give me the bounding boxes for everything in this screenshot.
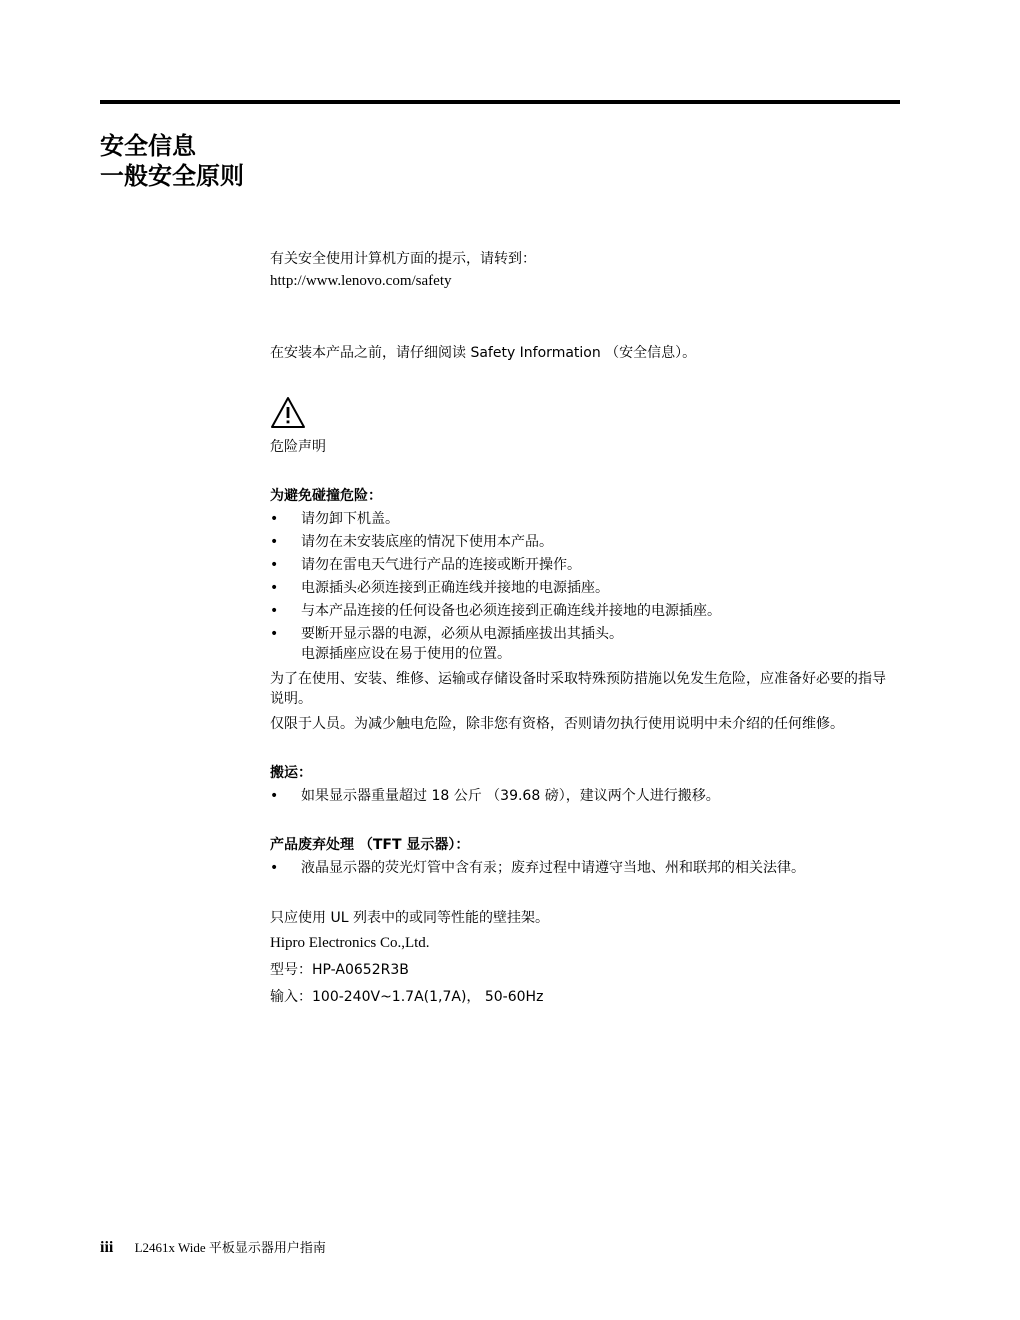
ul-mount-note: 只应使用 UL 列表中的或同等性能的壁挂架。 [270,910,549,926]
model-number: 型号：HP-A0652R3B [270,962,409,978]
document-title: L2461x Wide 平板显示器用户指南 [134,1240,326,1255]
collision-list [270,509,895,664]
precaution-paragraph: 为了在使用、安装、维修、运输或存储设备时采取特殊预防措施以免发生危险，应准备好必要的指导说明。 [270,671,886,707]
list-item: • 请勿卸下机盖。 [270,509,895,529]
input-rating: 输入：100-240V~1.7A(1,7A)， 50-60Hz [270,989,544,1005]
list-item-line-1: • 要断开显示器的电源，必须从电源插座拔出其插头。 [301,626,623,642]
list-item-line-2: 电源插座应设在易于使用的位置。 [301,646,511,662]
moving-heading: 搬运： [270,765,312,781]
list-item [270,624,895,664]
disposal-list [270,858,895,878]
danger-statement-label: 危险声明 [270,439,326,455]
read-before-install-text: 在安装本产品之前，请仔细阅读 Safety Information （安全信息）。 [270,345,697,361]
company-name: Hipro Electronics Co.,Ltd. [270,935,430,951]
service-paragraph: 仅限于人员。为减少触电危险，除非您有资格，否则请勿执行使用说明中未介绍的任何维修。 [270,716,844,732]
list-item: • 如果显示器重量超过 18 公斤 （39.68 磅），建议两个人进行搬移。 [270,786,895,806]
list-item: • 电源插头必须连接到正确连线并接地的电源插座。 [270,578,895,598]
list-item: • 请勿在未安装底座的情况下使用本产品。 [270,532,895,552]
list-item: • 液晶显示器的荧光灯管中含有汞；废弃过程中请遵守当地、州和联邦的相关法律。 [270,858,895,878]
page-footer [100,1237,326,1257]
safety-url-link[interactable]: http://www.lenovo.com/safety [270,273,452,289]
top-rule [100,100,900,104]
page-title [100,131,244,191]
list-item: • 与本产品连接的任何设备也必须连接到正确连线并接地的电源插座。 [270,601,895,621]
disposal-heading: 产品废弃处理 （TFT 显示器）： [270,837,470,853]
safety-tip-text: 有关安全使用计算机方面的提示，请转到： [270,251,536,267]
main-content [270,249,895,1007]
list-item: • 请勿在雷电天气进行产品的连接或断开操作。 [270,555,895,575]
warning-triangle-icon [270,395,306,431]
moving-list [270,786,895,806]
title-line-1: 安全信息 [100,132,196,160]
collision-heading: 为避免碰撞危险： [270,488,382,504]
title-line-2: 一般安全原则 [100,162,244,190]
page-number: iii [100,1239,114,1256]
